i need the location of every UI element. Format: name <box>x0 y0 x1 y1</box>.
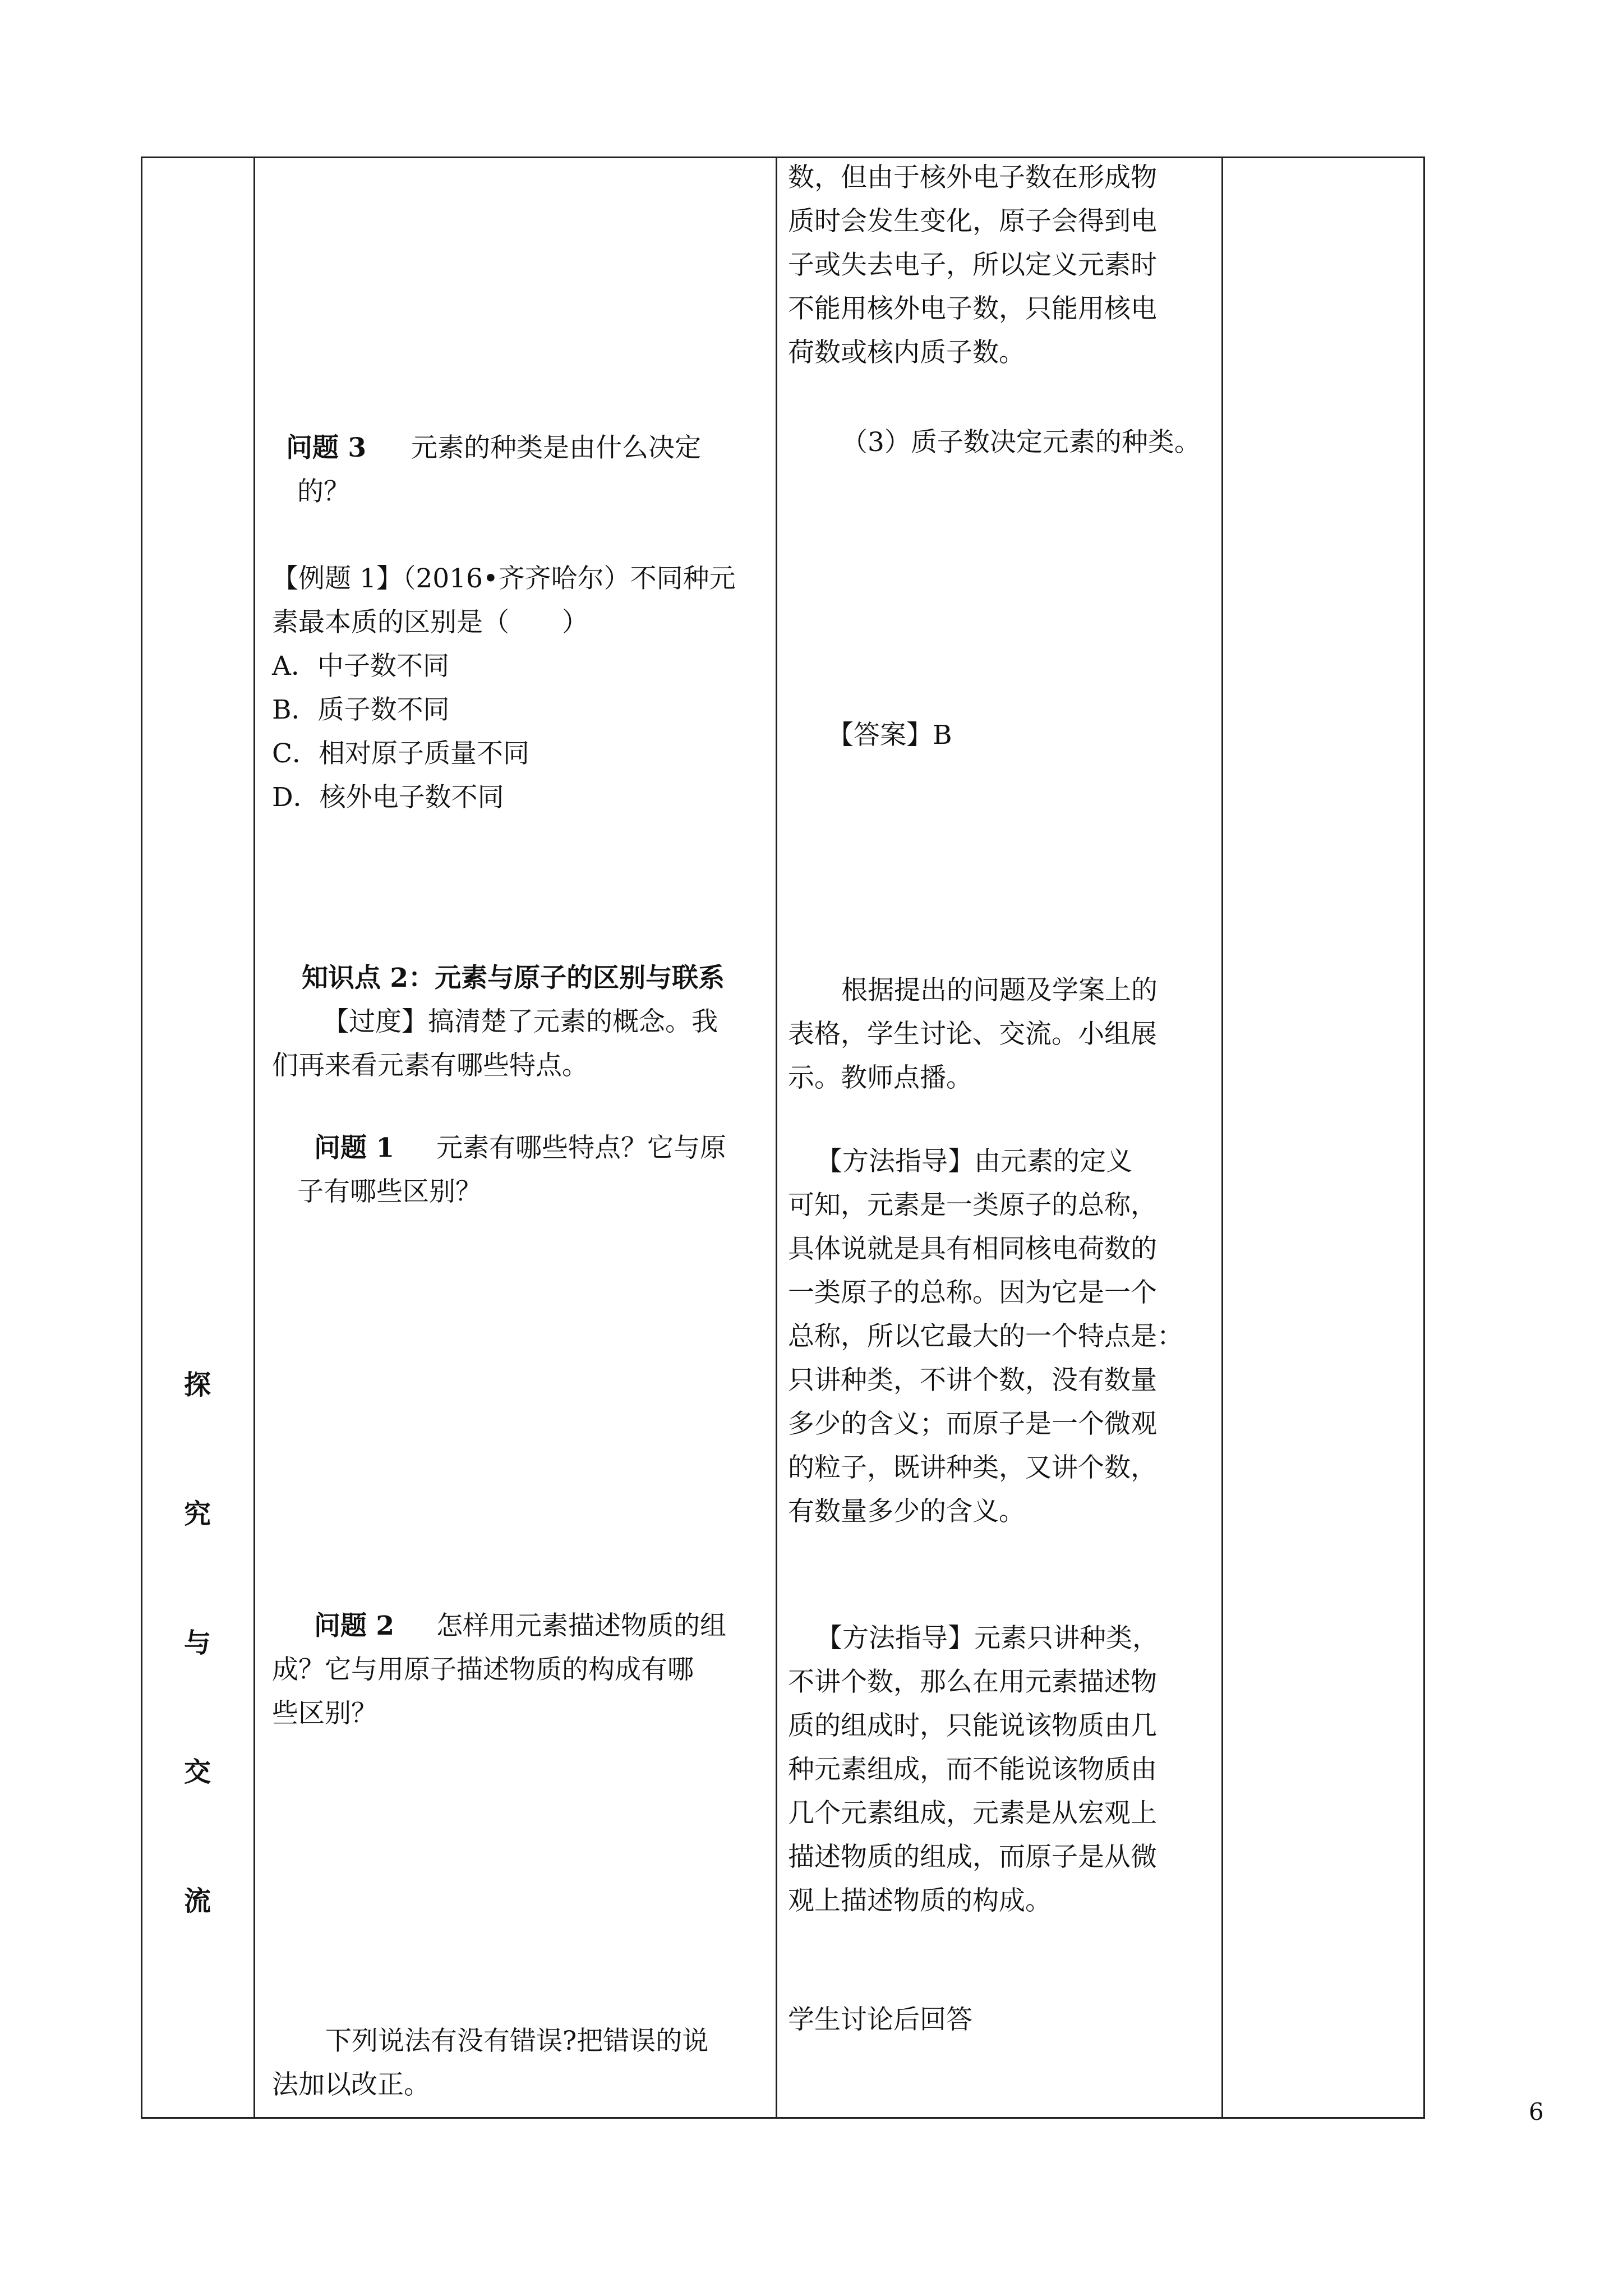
question-3-text: 元素的种类是由什么决定 <box>411 432 701 463</box>
method-guide-1-line: 的粒子，既讲种类，又讲个数， <box>788 1452 1157 1483</box>
method-guide-2-line: 观上描述物质的构成。 <box>788 1885 1052 1916</box>
option-d: D．核外电子数不同 <box>272 782 504 813</box>
column-divider-1 <box>253 157 255 2119</box>
method-guide-2-line: 种元素组成，而不能说该物质由 <box>788 1754 1157 1785</box>
option-c: C．相对原子质量不同 <box>272 738 529 769</box>
side-label-char: 流 <box>183 1885 211 1917</box>
method-guide-1-line: 一类原子的总称。因为它是一个 <box>788 1277 1157 1308</box>
table-left-border <box>141 157 142 2119</box>
question-1-text: 元素有哪些特点？它与原 <box>436 1133 726 1163</box>
question-3-text-cont: 的？ <box>297 476 350 507</box>
method-guide-1-line: 只讲种类，不讲个数，没有数量 <box>788 1365 1157 1396</box>
example-answer: 【答案】B <box>827 720 952 751</box>
page-number: 6 <box>1529 2098 1544 2125</box>
explanation-line: 子或失去电子，所以定义元素时 <box>788 250 1157 280</box>
side-label-char: 与 <box>183 1627 211 1659</box>
question-3-title: 问题 3 <box>286 432 367 463</box>
method-guide-2-line: 不讲个数，那么在用元素描述物 <box>788 1667 1157 1697</box>
method-guide-2-line: 质的组成时，只能说该物质由几 <box>788 1710 1157 1741</box>
discussion-line: 示。教师点播。 <box>788 1062 972 1093</box>
explanation-line: 质时会发生变化，原子会得到电 <box>788 206 1157 237</box>
example-1-line-2: 素最本质的区别是（ ） <box>272 607 588 638</box>
column-divider-2 <box>776 157 777 2119</box>
question-2-text-cont: 成？它与用原子描述物质的构成有哪 <box>272 1654 694 1685</box>
table-bottom-border <box>141 2117 1425 2119</box>
explanation-line: 荷数或核内质子数。 <box>788 337 1025 368</box>
question-2-text-cont: 些区别？ <box>272 1698 377 1729</box>
explanation-line: 不能用核外电子数，只能用核电 <box>788 293 1157 324</box>
table-right-border <box>1423 157 1425 2119</box>
exercise-line-1: 下列说法有没有错误?把错误的说 <box>325 2026 709 2056</box>
method-guide-1-line: 具体说就是具有相同核电荷数的 <box>788 1234 1157 1264</box>
explanation-line: 数，但由于核外电子数在形成物 <box>788 162 1157 193</box>
side-label-char: 交 <box>183 1756 211 1788</box>
method-guide-1-line: 多少的含义；而原子是一个微观 <box>788 1409 1157 1439</box>
option-a: A．中子数不同 <box>272 651 449 682</box>
method-guide-1-line: 【方法指导】由元素的定义 <box>816 1146 1132 1177</box>
transition-line-2: 们再来看元素有哪些特点。 <box>272 1050 588 1081</box>
transition-line-1: 【过度】搞清楚了元素的概念。我 <box>322 1006 718 1037</box>
side-label-char: 探 <box>183 1369 211 1401</box>
question-1-text-cont: 子有哪些区别？ <box>297 1176 482 1207</box>
exercise-line-2: 法加以改正。 <box>272 2069 430 2100</box>
question-2-title: 问题 2 <box>314 1611 395 1641</box>
method-guide-2-line: 描述物质的组成，而原子是从微 <box>788 1842 1157 1872</box>
question-2-text: 怎样用元素描述物质的组 <box>436 1611 726 1641</box>
method-guide-1-line: 总称，所以它最大的一个特点是： <box>788 1321 1183 1352</box>
knowledge-point-2-heading: 知识点 2：元素与原子的区别与联系 <box>302 963 725 993</box>
method-guide-2-line: 几个元素组成，元素是从宏观上 <box>788 1798 1157 1829</box>
discussion-line: 根据提出的问题及学案上的 <box>841 975 1158 1006</box>
table-top-border <box>141 157 1425 158</box>
side-label-char: 究 <box>183 1498 211 1530</box>
student-answer-note: 学生讨论后回答 <box>788 2004 972 2035</box>
discussion-line: 表格，学生讨论、交流。小组展 <box>788 1019 1157 1050</box>
method-guide-1-line: 有数量多少的含义。 <box>788 1496 1025 1527</box>
column-divider-3 <box>1221 157 1223 2119</box>
option-b: B．质子数不同 <box>272 694 450 725</box>
method-guide-1-line: 可知，元素是一类原子的总称， <box>788 1190 1157 1221</box>
question-3-answer: （3）质子数决定元素的种类。 <box>841 427 1201 458</box>
question-1-title: 问题 1 <box>314 1133 395 1163</box>
method-guide-2-line: 【方法指导】元素只讲种类， <box>816 1623 1159 1654</box>
example-1-line-1: 【例题 1】（2016•齐齐哈尔）不同种元 <box>272 563 736 594</box>
